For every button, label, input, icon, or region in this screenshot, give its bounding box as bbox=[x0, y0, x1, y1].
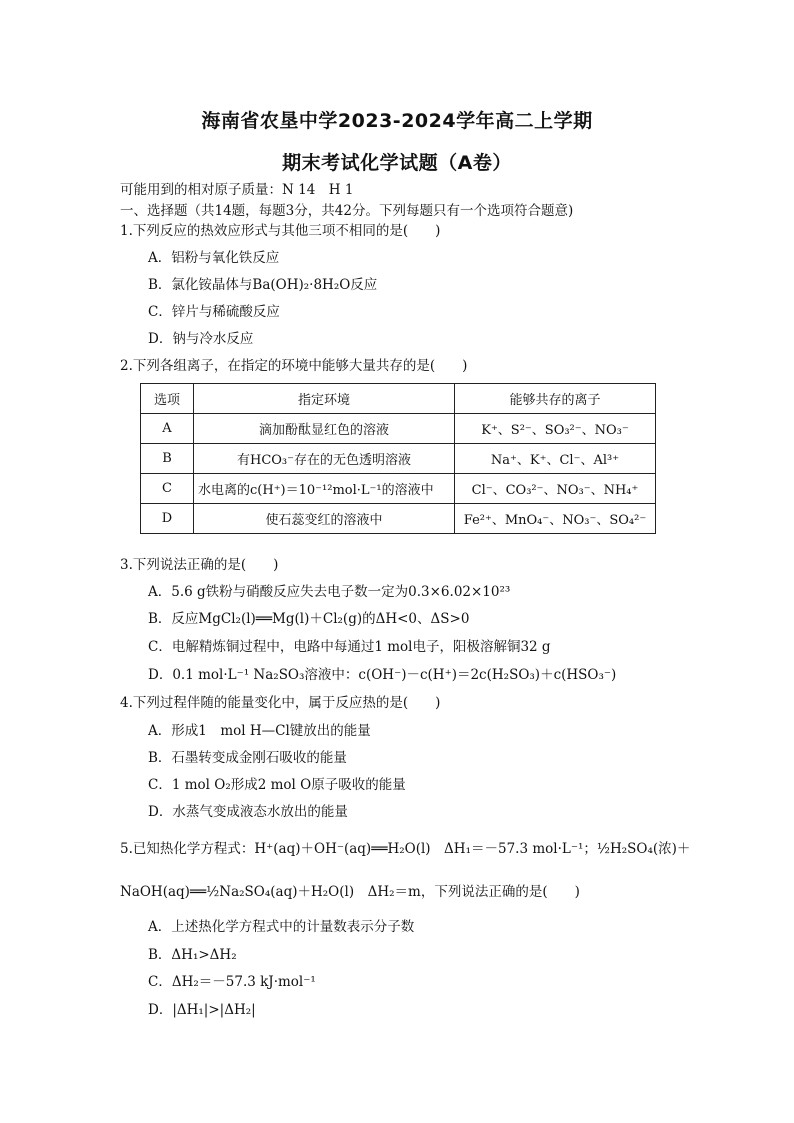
row-environment: 使石蕊变红的溶液中 bbox=[194, 504, 455, 534]
row-environment: 有HCO₃⁻存在的无色透明溶液 bbox=[194, 444, 455, 474]
q3-option-a: A．5.6 g铁粉与硝酸反应失去电子数一定为0.3×6.02×10²³ bbox=[148, 584, 511, 600]
row-environment: 水电离的c(H⁺)＝10⁻¹²mol·L⁻¹的溶液中 bbox=[194, 474, 455, 504]
row-ions: K⁺、S²⁻、SO₃²⁻、NO₃⁻ bbox=[455, 414, 656, 444]
header-option: 选项 bbox=[141, 384, 194, 414]
q3-stem: 3.下列说法正确的是( ) bbox=[120, 557, 279, 573]
row-ions: Cl⁻、CO₃²⁻、NO₃⁻、NH₄⁺ bbox=[455, 474, 656, 504]
row-label: C bbox=[141, 474, 194, 504]
q5-stem-line-2: NaOH(aq)══½Na₂SO₄(aq)＋H₂O(l) ΔH₂＝m，下列说法正确的是( ) bbox=[120, 884, 580, 900]
q1-option-d: D．钠与冷水反应 bbox=[148, 331, 254, 347]
q4-option-b: B．石墨转变成金刚石吸收的能量 bbox=[148, 750, 347, 766]
q2-ion-table bbox=[140, 383, 656, 534]
q1-stem: 1.下列反应的热效应形式与其他三项不相同的是( ) bbox=[120, 223, 441, 239]
title-line-2: 期末考试化学试题（A卷） bbox=[282, 152, 512, 174]
q2-stem: 2.下列各组离子，在指定的环境中能够大量共存的是( ) bbox=[120, 358, 468, 374]
row-ions: Fe²⁺、MnO₄⁻、NO₃⁻、SO₄²⁻ bbox=[455, 504, 656, 534]
table-row bbox=[141, 444, 656, 474]
q5-stem-line-1: 5.已知热化学方程式：H⁺(aq)＋OH⁻(aq)══H₂O(l) ΔH₁＝－57.3 mol·L⁻¹；½H₂SO₄(浓)＋ bbox=[120, 841, 691, 857]
table-row bbox=[141, 414, 656, 444]
header-ions: 能够共存的离子 bbox=[455, 384, 656, 414]
title-line-1: 海南省农垦中学2023-2024学年高二上学期 bbox=[201, 110, 593, 132]
q4-option-d: D．水蒸气变成液态水放出的能量 bbox=[148, 804, 348, 820]
q1-option-a: A．铝粉与氧化铁反应 bbox=[148, 250, 280, 266]
row-label: B bbox=[141, 444, 194, 474]
q5-option-d: D．|ΔH₁|>|ΔH₂| bbox=[148, 1002, 256, 1018]
q3-option-d: D．0.1 mol·L⁻¹ Na₂SO₃溶液中：c(OH⁻)－c(H⁺)＝2c(H₂SO₃)＋c(HSO₃⁻) bbox=[148, 667, 617, 683]
row-environment: 滴加酚酞显红色的溶液 bbox=[194, 414, 455, 444]
q1-option-b: B．氯化铵晶体与Ba(OH)₂·8H₂O反应 bbox=[148, 277, 378, 293]
table-row bbox=[141, 474, 656, 504]
q5-option-a: A．上述热化学方程式中的计量数表示分子数 bbox=[148, 919, 415, 935]
q4-stem: 4.下列过程伴随的能量变化中，属于反应热的是( ) bbox=[120, 695, 441, 711]
table-header-row bbox=[141, 384, 656, 414]
row-label: A bbox=[141, 414, 194, 444]
q1-option-c: C．锌片与稀硫酸反应 bbox=[148, 304, 280, 320]
header-environment: 指定环境 bbox=[194, 384, 455, 414]
atomic-mass-note: 可能用到的相对原子质量：N 14 H 1 bbox=[120, 182, 354, 198]
q4-option-c: C．1 mol O₂形成2 mol O原子吸收的能量 bbox=[148, 777, 406, 793]
q5-option-b: B．ΔH₁>ΔH₂ bbox=[148, 947, 237, 963]
q5-option-c: C．ΔH₂＝－57.3 kJ·mol⁻¹ bbox=[148, 974, 316, 990]
section-heading: 一、选择题（共14题，每题3分，共42分。下列每题只有一个选项符合题意) bbox=[120, 203, 574, 219]
row-ions: Na⁺、K⁺、Cl⁻、Al³⁺ bbox=[455, 444, 656, 474]
q3-option-b: B．反应MgCl₂(l)══Mg(l)＋Cl₂(g)的ΔH<0、ΔS>0 bbox=[148, 611, 470, 627]
q4-option-a: A．形成1 mol H—Cl键放出的能量 bbox=[148, 723, 371, 739]
table-row bbox=[141, 504, 656, 534]
row-label: D bbox=[141, 504, 194, 534]
q3-option-c: C．电解精炼铜过程中，电路中每通过1 mol电子，阳极溶解铜32 g bbox=[148, 639, 551, 655]
